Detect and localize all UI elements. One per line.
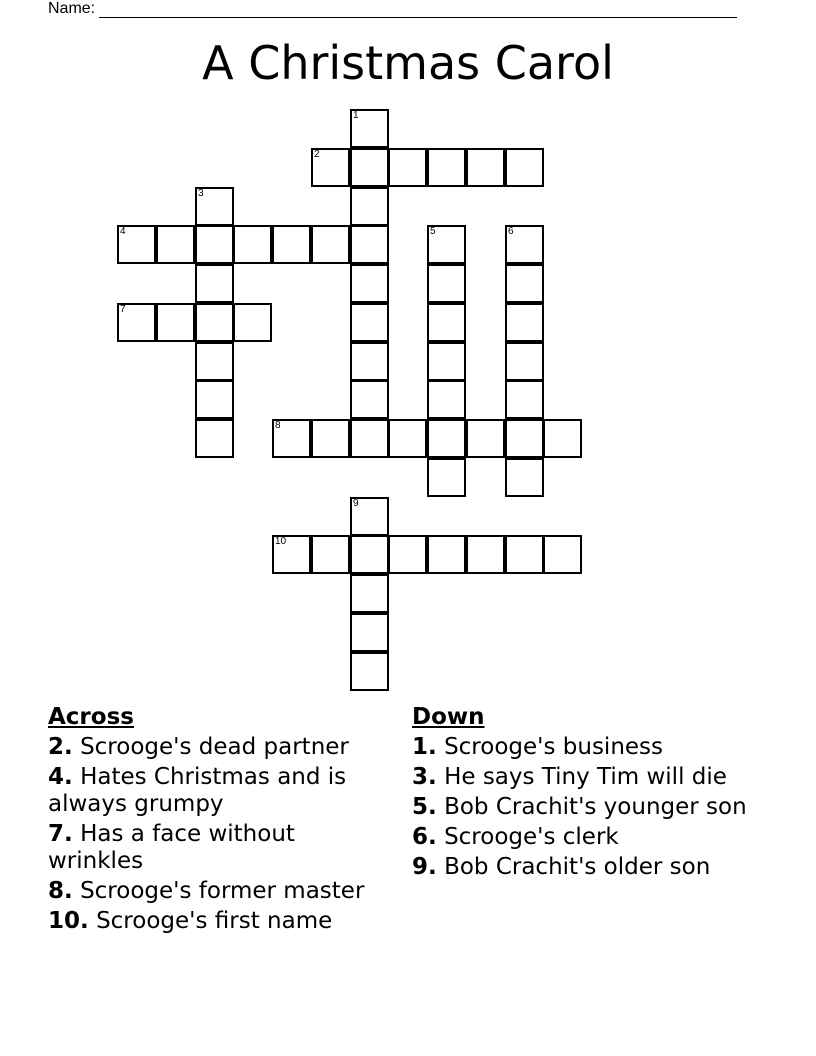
crossword-cell[interactable]: [466, 148, 505, 187]
cell-number: 3: [198, 188, 204, 199]
cell-number: 7: [120, 304, 126, 315]
crossword-cell[interactable]: [505, 342, 544, 381]
crossword-cell[interactable]: [350, 652, 389, 691]
clue-text: He says Tiny Tim will die: [444, 764, 727, 790]
clue-text: Scrooge's former master: [80, 878, 365, 904]
crossword-cell[interactable]: [427, 148, 466, 187]
clue-text: Scrooge's first name: [96, 908, 333, 934]
down-clue: [412, 764, 752, 791]
crossword-cell[interactable]: [272, 225, 311, 264]
across-clue: [48, 908, 388, 935]
crossword-cell[interactable]: [272, 535, 311, 574]
crossword-cell[interactable]: [466, 535, 505, 574]
crossword-cell[interactable]: [505, 264, 544, 303]
crossword-cell[interactable]: [350, 535, 389, 574]
down-clue: [412, 854, 752, 881]
crossword-cell[interactable]: [195, 264, 234, 303]
crossword-cell[interactable]: [350, 187, 389, 226]
crossword-cell[interactable]: [272, 419, 311, 458]
crossword-cell[interactable]: [311, 225, 350, 264]
crossword-cell[interactable]: [350, 574, 389, 613]
across-clue: [48, 821, 388, 875]
crossword-cell[interactable]: [350, 613, 389, 652]
crossword-cell[interactable]: [117, 225, 156, 264]
crossword-cell[interactable]: [195, 187, 234, 226]
page-title: A Christmas Carol: [202, 36, 614, 90]
crossword-cell[interactable]: [233, 303, 272, 342]
crossword-cell[interactable]: [350, 342, 389, 381]
crossword-cell[interactable]: [195, 342, 234, 381]
crossword-cell[interactable]: [195, 303, 234, 342]
cell-number: 10: [275, 536, 287, 547]
across-clue: [48, 764, 388, 818]
crossword-cell[interactable]: [117, 303, 156, 342]
crossword-cell[interactable]: [195, 225, 234, 264]
crossword-cell[interactable]: [427, 264, 466, 303]
clue-text: Bob Crachit's younger son: [444, 794, 747, 820]
down-heading: Down: [412, 704, 485, 730]
crossword-cell[interactable]: [350, 264, 389, 303]
cell-number: 5: [430, 226, 436, 237]
crossword-cell[interactable]: [156, 225, 195, 264]
crossword-cell[interactable]: [311, 148, 350, 187]
crossword-cell[interactable]: [505, 148, 544, 187]
crossword-cell[interactable]: [350, 419, 389, 458]
clue-number: 9.: [412, 854, 437, 880]
clue-number: 2.: [48, 734, 73, 760]
clue-number: 3.: [412, 764, 437, 790]
down-clues: [412, 702, 752, 884]
clue-text: Scrooge's clerk: [444, 824, 619, 850]
clue-text: Scrooge's business: [444, 734, 664, 760]
crossword-cell[interactable]: [505, 535, 544, 574]
crossword-cell[interactable]: [195, 380, 234, 419]
crossword-cell[interactable]: [233, 225, 272, 264]
clue-text: Bob Crachit's older son: [444, 854, 711, 880]
crossword-cell[interactable]: [427, 458, 466, 497]
crossword-cell[interactable]: [427, 225, 466, 264]
crossword-cell[interactable]: [350, 497, 389, 536]
across-heading: Across: [48, 704, 134, 730]
crossword-cell[interactable]: [427, 380, 466, 419]
crossword-cell[interactable]: [427, 419, 466, 458]
cell-number: 8: [275, 420, 281, 431]
crossword-cell[interactable]: [505, 225, 544, 264]
across-clue: [48, 878, 388, 905]
clue-number: 1.: [412, 734, 437, 760]
cell-number: 6: [508, 226, 514, 237]
crossword-cell[interactable]: [505, 303, 544, 342]
crossword-cell[interactable]: [505, 419, 544, 458]
crossword-cell[interactable]: [427, 342, 466, 381]
crossword-cell[interactable]: [350, 303, 389, 342]
crossword-cell[interactable]: [543, 419, 582, 458]
crossword-cell[interactable]: [311, 419, 350, 458]
crossword-cell[interactable]: [350, 109, 389, 148]
crossword-cell[interactable]: [350, 225, 389, 264]
crossword-cell[interactable]: [543, 535, 582, 574]
crossword-cell[interactable]: [388, 148, 427, 187]
clue-number: 5.: [412, 794, 437, 820]
clue-text: Hates Christmas and is always grumpy: [48, 764, 347, 817]
clue-number: 4.: [48, 764, 73, 790]
crossword-cell[interactable]: [195, 419, 234, 458]
crossword-cell[interactable]: [466, 419, 505, 458]
down-clue: [412, 824, 752, 851]
clue-text: Scrooge's dead partner: [80, 734, 349, 760]
cell-number: 2: [314, 149, 320, 160]
clue-number: 6.: [412, 824, 437, 850]
name-label: Name:: [48, 0, 96, 17]
cell-number: 9: [353, 498, 359, 509]
clue-number: 10.: [48, 908, 89, 934]
down-clue: [412, 734, 752, 761]
crossword-cell[interactable]: [311, 535, 350, 574]
across-clue: [48, 734, 388, 761]
cell-number: 1: [353, 110, 359, 121]
crossword-cell[interactable]: [505, 380, 544, 419]
crossword-cell[interactable]: [427, 535, 466, 574]
crossword-cell[interactable]: [388, 419, 427, 458]
cell-number: 4: [120, 226, 126, 237]
clue-text: Has a face without wrinkles: [48, 821, 295, 874]
crossword-cell[interactable]: [427, 303, 466, 342]
crossword-cell[interactable]: [156, 303, 195, 342]
clue-number: 7.: [48, 821, 73, 847]
down-clue: [412, 794, 752, 821]
across-clues: [48, 702, 388, 938]
crossword-cell[interactable]: [388, 535, 427, 574]
clue-number: 8.: [48, 878, 73, 904]
crossword-cell[interactable]: [350, 148, 389, 187]
crossword-cell[interactable]: [350, 380, 389, 419]
crossword-cell[interactable]: [505, 458, 544, 497]
